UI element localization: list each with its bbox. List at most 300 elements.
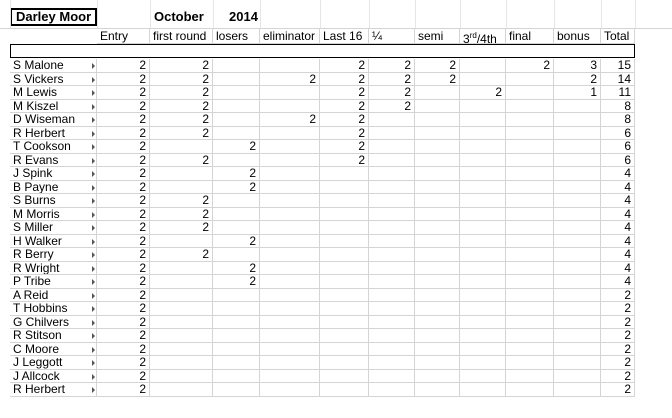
score-cell-eliminator[interactable] bbox=[260, 127, 320, 140]
score-cell-final[interactable]: 2 bbox=[506, 59, 554, 73]
score-cell-eliminator[interactable] bbox=[260, 316, 320, 329]
score-cell-total[interactable]: 4 bbox=[601, 181, 635, 194]
score-cell-total[interactable]: 4 bbox=[601, 167, 635, 181]
score-cell-eliminator[interactable] bbox=[260, 86, 320, 100]
player-name[interactable]: S Malone bbox=[10, 59, 97, 73]
score-cell-3rd-4th[interactable] bbox=[460, 370, 506, 383]
score-cell-quarter[interactable]: 2 bbox=[369, 100, 415, 113]
score-cell-quarter[interactable] bbox=[369, 356, 415, 370]
score-cell-eliminator[interactable] bbox=[260, 356, 320, 370]
score-cell-last-16[interactable] bbox=[320, 194, 369, 208]
score-cell-quarter[interactable] bbox=[369, 329, 415, 343]
score-cell-eliminator[interactable] bbox=[260, 343, 320, 356]
score-cell-semi[interactable]: 2 bbox=[415, 73, 460, 86]
score-cell-entry[interactable]: 2 bbox=[97, 235, 150, 248]
score-cell-losers[interactable] bbox=[213, 289, 260, 302]
score-cell-quarter[interactable] bbox=[369, 316, 415, 329]
score-cell-last-16[interactable] bbox=[320, 235, 369, 248]
column-header-losers[interactable]: losers bbox=[213, 28, 260, 44]
score-cell-3rd-4th[interactable] bbox=[460, 113, 506, 127]
player-name[interactable]: R Stitson bbox=[10, 329, 97, 343]
score-cell-semi[interactable] bbox=[415, 383, 460, 397]
score-cell-quarter[interactable] bbox=[369, 235, 415, 248]
score-cell-3rd-4th[interactable]: 2 bbox=[460, 86, 506, 100]
score-cell-last-16[interactable] bbox=[320, 356, 369, 370]
score-cell-total[interactable]: 6 bbox=[601, 154, 635, 167]
score-cell-total[interactable]: 2 bbox=[601, 289, 635, 302]
score-cell-last-16[interactable] bbox=[320, 248, 369, 262]
score-cell-last-16[interactable] bbox=[320, 167, 369, 181]
score-cell-total[interactable]: 14 bbox=[601, 73, 635, 86]
score-cell-bonus[interactable] bbox=[554, 100, 601, 113]
score-cell-entry[interactable]: 2 bbox=[97, 194, 150, 208]
score-cell-semi[interactable] bbox=[415, 154, 460, 167]
score-cell-losers[interactable] bbox=[213, 73, 260, 86]
score-cell-total[interactable]: 2 bbox=[601, 329, 635, 343]
score-cell-final[interactable] bbox=[506, 113, 554, 127]
score-cell-entry[interactable]: 2 bbox=[97, 140, 150, 154]
score-cell-bonus[interactable] bbox=[554, 302, 601, 316]
score-cell-semi[interactable] bbox=[415, 167, 460, 181]
score-cell-total[interactable]: 2 bbox=[601, 356, 635, 370]
score-cell-last-16[interactable]: 2 bbox=[320, 127, 369, 140]
score-cell-final[interactable] bbox=[506, 181, 554, 194]
score-cell-last-16[interactable]: 2 bbox=[320, 154, 369, 167]
score-cell-semi[interactable] bbox=[415, 356, 460, 370]
score-cell-3rd-4th[interactable] bbox=[460, 275, 506, 289]
score-cell-bonus[interactable] bbox=[554, 356, 601, 370]
score-cell-semi[interactable] bbox=[415, 181, 460, 194]
score-cell-bonus[interactable] bbox=[554, 235, 601, 248]
score-cell-losers[interactable]: 2 bbox=[213, 275, 260, 289]
score-cell-semi[interactable]: 2 bbox=[415, 59, 460, 73]
score-cell-final[interactable] bbox=[506, 154, 554, 167]
score-cell-semi[interactable] bbox=[415, 140, 460, 154]
score-cell-quarter[interactable] bbox=[369, 194, 415, 208]
score-cell-bonus[interactable] bbox=[554, 154, 601, 167]
score-cell-semi[interactable] bbox=[415, 208, 460, 221]
score-cell-entry[interactable]: 2 bbox=[97, 262, 150, 275]
player-name[interactable]: M Morris bbox=[10, 208, 97, 221]
score-cell-bonus[interactable] bbox=[554, 316, 601, 329]
score-cell-quarter[interactable]: 2 bbox=[369, 86, 415, 100]
player-name[interactable]: R Wright bbox=[10, 262, 97, 275]
score-cell-total[interactable]: 4 bbox=[601, 208, 635, 221]
column-header-total[interactable]: Total bbox=[601, 28, 635, 44]
player-name[interactable]: B Payne bbox=[10, 181, 97, 194]
score-cell-entry[interactable]: 2 bbox=[97, 59, 150, 73]
score-cell-eliminator[interactable]: 2 bbox=[260, 73, 320, 86]
player-name[interactable]: S Vickers bbox=[10, 73, 97, 86]
score-cell-losers[interactable] bbox=[213, 113, 260, 127]
score-cell-semi[interactable] bbox=[415, 127, 460, 140]
score-cell-entry[interactable]: 2 bbox=[97, 289, 150, 302]
score-cell-first-round[interactable]: 2 bbox=[150, 221, 213, 235]
score-cell-3rd-4th[interactable] bbox=[460, 181, 506, 194]
score-cell-first-round[interactable]: 2 bbox=[150, 248, 213, 262]
score-cell-losers[interactable]: 2 bbox=[213, 167, 260, 181]
score-cell-first-round[interactable] bbox=[150, 275, 213, 289]
score-cell-final[interactable] bbox=[506, 100, 554, 113]
player-name[interactable]: P Tribe bbox=[10, 275, 97, 289]
score-cell-quarter[interactable] bbox=[369, 275, 415, 289]
score-cell-entry[interactable]: 2 bbox=[97, 100, 150, 113]
score-cell-final[interactable] bbox=[506, 208, 554, 221]
score-cell-first-round[interactable]: 2 bbox=[150, 73, 213, 86]
score-cell-entry[interactable]: 2 bbox=[97, 86, 150, 100]
score-cell-first-round[interactable] bbox=[150, 167, 213, 181]
score-cell-semi[interactable] bbox=[415, 329, 460, 343]
player-name[interactable]: C Moore bbox=[10, 343, 97, 356]
score-cell-eliminator[interactable] bbox=[260, 370, 320, 383]
score-cell-quarter[interactable] bbox=[369, 127, 415, 140]
score-cell-entry[interactable]: 2 bbox=[97, 208, 150, 221]
score-cell-entry[interactable]: 2 bbox=[97, 221, 150, 235]
column-header-first-round[interactable]: first round bbox=[150, 28, 213, 44]
score-cell-semi[interactable] bbox=[415, 316, 460, 329]
score-cell-losers[interactable] bbox=[213, 100, 260, 113]
score-cell-semi[interactable] bbox=[415, 113, 460, 127]
score-cell-final[interactable] bbox=[506, 383, 554, 397]
score-cell-last-16[interactable] bbox=[320, 316, 369, 329]
score-cell-first-round[interactable] bbox=[150, 370, 213, 383]
player-name[interactable]: D Wiseman bbox=[10, 113, 97, 127]
score-cell-last-16[interactable]: 2 bbox=[320, 113, 369, 127]
player-name[interactable]: M Kiszel bbox=[10, 100, 97, 113]
score-cell-quarter[interactable] bbox=[369, 208, 415, 221]
score-cell-total[interactable]: 4 bbox=[601, 194, 635, 208]
score-cell-quarter[interactable] bbox=[369, 343, 415, 356]
score-cell-bonus[interactable] bbox=[554, 208, 601, 221]
score-cell-last-16[interactable] bbox=[320, 343, 369, 356]
score-cell-last-16[interactable] bbox=[320, 181, 369, 194]
score-cell-3rd-4th[interactable] bbox=[460, 316, 506, 329]
score-cell-first-round[interactable] bbox=[150, 140, 213, 154]
score-cell-semi[interactable] bbox=[415, 86, 460, 100]
score-cell-first-round[interactable]: 2 bbox=[150, 194, 213, 208]
score-cell-first-round[interactable] bbox=[150, 181, 213, 194]
score-cell-total[interactable]: 2 bbox=[601, 343, 635, 356]
score-cell-entry[interactable]: 2 bbox=[97, 181, 150, 194]
score-cell-first-round[interactable]: 2 bbox=[150, 100, 213, 113]
score-cell-final[interactable] bbox=[506, 127, 554, 140]
player-name[interactable]: A Reid bbox=[10, 289, 97, 302]
score-cell-first-round[interactable] bbox=[150, 343, 213, 356]
score-cell-entry[interactable]: 2 bbox=[97, 370, 150, 383]
score-cell-quarter[interactable] bbox=[369, 262, 415, 275]
score-cell-3rd-4th[interactable] bbox=[460, 343, 506, 356]
score-cell-losers[interactable] bbox=[213, 316, 260, 329]
score-cell-first-round[interactable]: 2 bbox=[150, 154, 213, 167]
player-name[interactable]: S Burns bbox=[10, 194, 97, 208]
score-cell-entry[interactable]: 2 bbox=[97, 302, 150, 316]
score-cell-entry[interactable]: 2 bbox=[97, 316, 150, 329]
score-cell-quarter[interactable] bbox=[369, 140, 415, 154]
score-cell-final[interactable] bbox=[506, 302, 554, 316]
column-header-quarter[interactable]: ¼ bbox=[369, 28, 415, 44]
score-cell-first-round[interactable]: 2 bbox=[150, 113, 213, 127]
player-name[interactable]: S Miller bbox=[10, 221, 97, 235]
score-cell-final[interactable] bbox=[506, 275, 554, 289]
score-cell-final[interactable] bbox=[506, 248, 554, 262]
score-cell-total[interactable]: 11 bbox=[601, 86, 635, 100]
score-cell-semi[interactable] bbox=[415, 100, 460, 113]
score-cell-eliminator[interactable] bbox=[260, 262, 320, 275]
score-cell-losers[interactable] bbox=[213, 329, 260, 343]
player-name[interactable]: T Hobbins bbox=[10, 302, 97, 316]
score-cell-eliminator[interactable] bbox=[260, 235, 320, 248]
score-cell-semi[interactable] bbox=[415, 248, 460, 262]
score-cell-entry[interactable]: 2 bbox=[97, 275, 150, 289]
score-cell-total[interactable]: 4 bbox=[601, 221, 635, 235]
score-cell-losers[interactable]: 2 bbox=[213, 140, 260, 154]
score-cell-losers[interactable] bbox=[213, 383, 260, 397]
score-cell-final[interactable] bbox=[506, 194, 554, 208]
score-cell-eliminator[interactable] bbox=[260, 289, 320, 302]
score-cell-eliminator[interactable] bbox=[260, 194, 320, 208]
column-header-3rd-4th[interactable]: 3rd/4th bbox=[460, 28, 506, 44]
column-header-eliminator[interactable]: eliminator bbox=[260, 28, 320, 44]
score-cell-total[interactable]: 2 bbox=[601, 302, 635, 316]
player-name[interactable]: G Chilvers bbox=[10, 316, 97, 329]
score-cell-final[interactable] bbox=[506, 86, 554, 100]
score-cell-final[interactable] bbox=[506, 167, 554, 181]
score-cell-eliminator[interactable] bbox=[260, 383, 320, 397]
score-cell-last-16[interactable]: 2 bbox=[320, 100, 369, 113]
score-cell-entry[interactable]: 2 bbox=[97, 73, 150, 86]
score-cell-bonus[interactable] bbox=[554, 383, 601, 397]
score-cell-bonus[interactable] bbox=[554, 140, 601, 154]
score-cell-losers[interactable]: 2 bbox=[213, 235, 260, 248]
column-header-last-16[interactable]: Last 16 bbox=[320, 28, 369, 44]
score-cell-quarter[interactable]: 2 bbox=[369, 73, 415, 86]
score-cell-3rd-4th[interactable] bbox=[460, 302, 506, 316]
score-cell-bonus[interactable] bbox=[554, 181, 601, 194]
score-cell-final[interactable] bbox=[506, 73, 554, 86]
score-cell-eliminator[interactable] bbox=[260, 181, 320, 194]
column-header-entry[interactable]: Entry bbox=[97, 28, 150, 44]
score-cell-first-round[interactable] bbox=[150, 356, 213, 370]
score-cell-eliminator[interactable] bbox=[260, 167, 320, 181]
score-cell-final[interactable] bbox=[506, 140, 554, 154]
score-cell-entry[interactable]: 2 bbox=[97, 383, 150, 397]
score-cell-3rd-4th[interactable] bbox=[460, 140, 506, 154]
score-cell-eliminator[interactable]: 2 bbox=[260, 113, 320, 127]
score-cell-losers[interactable]: 2 bbox=[213, 181, 260, 194]
score-cell-losers[interactable]: 2 bbox=[213, 262, 260, 275]
score-cell-3rd-4th[interactable] bbox=[460, 73, 506, 86]
score-cell-final[interactable] bbox=[506, 262, 554, 275]
score-cell-entry[interactable]: 2 bbox=[97, 154, 150, 167]
score-cell-semi[interactable] bbox=[415, 275, 460, 289]
score-cell-entry[interactable]: 2 bbox=[97, 127, 150, 140]
score-cell-total[interactable]: 4 bbox=[601, 262, 635, 275]
score-cell-losers[interactable] bbox=[213, 302, 260, 316]
score-cell-quarter[interactable] bbox=[369, 167, 415, 181]
column-header-final[interactable]: final bbox=[506, 28, 554, 44]
score-cell-last-16[interactable]: 2 bbox=[320, 140, 369, 154]
score-cell-semi[interactable] bbox=[415, 194, 460, 208]
score-cell-quarter[interactable] bbox=[369, 289, 415, 302]
sheet-title[interactable]: Darley Moor bbox=[10, 8, 97, 26]
score-cell-total[interactable]: 8 bbox=[601, 113, 635, 127]
sheet-month[interactable]: October bbox=[154, 9, 204, 24]
score-cell-semi[interactable] bbox=[415, 221, 460, 235]
score-cell-total[interactable]: 8 bbox=[601, 100, 635, 113]
score-cell-last-16[interactable]: 2 bbox=[320, 59, 369, 73]
score-cell-quarter[interactable] bbox=[369, 221, 415, 235]
score-cell-last-16[interactable] bbox=[320, 302, 369, 316]
player-name[interactable]: T Cookson bbox=[10, 140, 97, 154]
score-cell-last-16[interactable] bbox=[320, 221, 369, 235]
score-cell-3rd-4th[interactable] bbox=[460, 329, 506, 343]
score-cell-3rd-4th[interactable] bbox=[460, 208, 506, 221]
score-cell-quarter[interactable] bbox=[369, 302, 415, 316]
score-cell-quarter[interactable] bbox=[369, 113, 415, 127]
player-name[interactable]: R Herbert bbox=[10, 127, 97, 140]
score-cell-last-16[interactable] bbox=[320, 262, 369, 275]
column-header-bonus[interactable]: bonus bbox=[554, 28, 601, 44]
score-cell-first-round[interactable] bbox=[150, 383, 213, 397]
score-cell-quarter[interactable] bbox=[369, 370, 415, 383]
score-cell-final[interactable] bbox=[506, 221, 554, 235]
player-name[interactable]: J Spink bbox=[10, 167, 97, 181]
score-cell-total[interactable]: 2 bbox=[601, 383, 635, 397]
score-cell-losers[interactable] bbox=[213, 59, 260, 73]
score-cell-eliminator[interactable] bbox=[260, 275, 320, 289]
score-cell-total[interactable]: 4 bbox=[601, 235, 635, 248]
score-cell-3rd-4th[interactable] bbox=[460, 100, 506, 113]
score-cell-eliminator[interactable] bbox=[260, 140, 320, 154]
score-cell-semi[interactable] bbox=[415, 343, 460, 356]
score-cell-last-16[interactable]: 2 bbox=[320, 73, 369, 86]
score-cell-3rd-4th[interactable] bbox=[460, 356, 506, 370]
score-cell-3rd-4th[interactable] bbox=[460, 383, 506, 397]
score-cell-quarter[interactable]: 2 bbox=[369, 59, 415, 73]
score-cell-first-round[interactable]: 2 bbox=[150, 127, 213, 140]
score-cell-3rd-4th[interactable] bbox=[460, 194, 506, 208]
score-cell-3rd-4th[interactable] bbox=[460, 167, 506, 181]
player-name[interactable]: R Herbert bbox=[10, 383, 97, 397]
score-cell-last-16[interactable] bbox=[320, 208, 369, 221]
score-cell-bonus[interactable]: 3 bbox=[554, 59, 601, 73]
score-cell-losers[interactable] bbox=[213, 208, 260, 221]
score-cell-quarter[interactable] bbox=[369, 383, 415, 397]
score-cell-entry[interactable]: 2 bbox=[97, 329, 150, 343]
score-cell-entry[interactable]: 2 bbox=[97, 343, 150, 356]
score-cell-first-round[interactable] bbox=[150, 289, 213, 302]
score-cell-total[interactable]: 2 bbox=[601, 370, 635, 383]
score-cell-semi[interactable] bbox=[415, 302, 460, 316]
score-cell-bonus[interactable] bbox=[554, 113, 601, 127]
column-header-semi[interactable]: semi bbox=[415, 28, 460, 44]
score-cell-losers[interactable] bbox=[213, 154, 260, 167]
score-cell-quarter[interactable] bbox=[369, 248, 415, 262]
score-cell-final[interactable] bbox=[506, 370, 554, 383]
score-cell-total[interactable]: 6 bbox=[601, 127, 635, 140]
score-cell-bonus[interactable] bbox=[554, 343, 601, 356]
score-cell-bonus[interactable] bbox=[554, 289, 601, 302]
score-cell-3rd-4th[interactable] bbox=[460, 262, 506, 275]
score-cell-last-16[interactable] bbox=[320, 275, 369, 289]
sheet-year[interactable]: 2014 bbox=[229, 9, 258, 24]
score-cell-3rd-4th[interactable] bbox=[460, 127, 506, 140]
score-cell-first-round[interactable]: 2 bbox=[150, 86, 213, 100]
score-cell-bonus[interactable] bbox=[554, 275, 601, 289]
score-cell-semi[interactable] bbox=[415, 370, 460, 383]
score-cell-losers[interactable] bbox=[213, 370, 260, 383]
score-cell-total[interactable]: 6 bbox=[601, 140, 635, 154]
empty-row[interactable] bbox=[10, 44, 635, 58]
score-cell-bonus[interactable]: 1 bbox=[554, 86, 601, 100]
score-cell-last-16[interactable] bbox=[320, 289, 369, 302]
score-cell-total[interactable]: 2 bbox=[601, 316, 635, 329]
score-cell-3rd-4th[interactable] bbox=[460, 154, 506, 167]
score-cell-entry[interactable]: 2 bbox=[97, 113, 150, 127]
score-cell-quarter[interactable] bbox=[369, 154, 415, 167]
score-cell-semi[interactable] bbox=[415, 289, 460, 302]
player-name[interactable]: J Leggott bbox=[10, 356, 97, 370]
score-cell-losers[interactable] bbox=[213, 356, 260, 370]
player-name[interactable]: M Lewis bbox=[10, 86, 97, 100]
score-cell-bonus[interactable] bbox=[554, 262, 601, 275]
score-cell-bonus[interactable] bbox=[554, 167, 601, 181]
score-cell-total[interactable]: 4 bbox=[601, 275, 635, 289]
score-cell-first-round[interactable]: 2 bbox=[150, 59, 213, 73]
score-cell-eliminator[interactable] bbox=[260, 248, 320, 262]
score-cell-bonus[interactable] bbox=[554, 370, 601, 383]
score-cell-total[interactable]: 4 bbox=[601, 248, 635, 262]
score-cell-entry[interactable]: 2 bbox=[97, 248, 150, 262]
score-cell-final[interactable] bbox=[506, 329, 554, 343]
score-cell-last-16[interactable] bbox=[320, 370, 369, 383]
score-cell-bonus[interactable] bbox=[554, 127, 601, 140]
score-cell-eliminator[interactable] bbox=[260, 221, 320, 235]
score-cell-losers[interactable] bbox=[213, 221, 260, 235]
player-name[interactable]: H Walker bbox=[10, 235, 97, 248]
score-cell-first-round[interactable] bbox=[150, 302, 213, 316]
score-cell-final[interactable] bbox=[506, 316, 554, 329]
score-cell-semi[interactable] bbox=[415, 235, 460, 248]
score-cell-entry[interactable]: 2 bbox=[97, 167, 150, 181]
score-cell-entry[interactable]: 2 bbox=[97, 356, 150, 370]
score-cell-quarter[interactable] bbox=[369, 181, 415, 194]
score-cell-losers[interactable] bbox=[213, 86, 260, 100]
score-cell-eliminator[interactable] bbox=[260, 154, 320, 167]
score-cell-eliminator[interactable] bbox=[260, 329, 320, 343]
score-cell-losers[interactable] bbox=[213, 127, 260, 140]
score-cell-first-round[interactable] bbox=[150, 316, 213, 329]
score-cell-bonus[interactable]: 2 bbox=[554, 73, 601, 86]
score-cell-eliminator[interactable] bbox=[260, 302, 320, 316]
score-cell-final[interactable] bbox=[506, 235, 554, 248]
score-cell-eliminator[interactable] bbox=[260, 100, 320, 113]
score-cell-total[interactable]: 15 bbox=[601, 59, 635, 73]
score-cell-eliminator[interactable] bbox=[260, 59, 320, 73]
score-cell-3rd-4th[interactable] bbox=[460, 248, 506, 262]
score-cell-last-16[interactable]: 2 bbox=[320, 86, 369, 100]
score-cell-losers[interactable] bbox=[213, 194, 260, 208]
player-name[interactable]: J Allcock bbox=[10, 370, 97, 383]
score-cell-bonus[interactable] bbox=[554, 194, 601, 208]
score-cell-first-round[interactable]: 2 bbox=[150, 208, 213, 221]
score-cell-bonus[interactable] bbox=[554, 248, 601, 262]
score-cell-bonus[interactable] bbox=[554, 329, 601, 343]
score-cell-final[interactable] bbox=[506, 289, 554, 302]
player-name[interactable]: R Berry bbox=[10, 248, 97, 262]
score-cell-eliminator[interactable] bbox=[260, 208, 320, 221]
score-cell-3rd-4th[interactable] bbox=[460, 221, 506, 235]
